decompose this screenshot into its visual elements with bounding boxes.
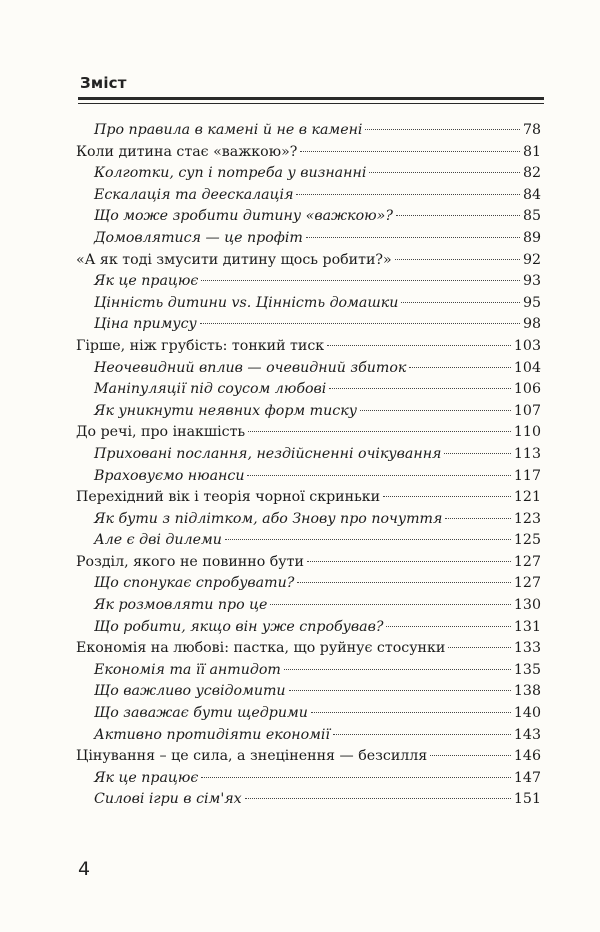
toc-leader-dots	[201, 777, 511, 778]
toc-leader-dots	[311, 712, 511, 713]
toc-subentry	[76, 768, 541, 790]
toc-entry	[76, 422, 541, 444]
toc-entry-page: 106	[513, 381, 541, 398]
toc-entry-page: 89	[522, 229, 541, 246]
toc-leader-dots	[383, 496, 511, 497]
toc-entry-title: Розділ, якого не повинно бути	[76, 553, 304, 570]
toc-leader-dots	[360, 410, 511, 411]
toc-entry-title: Що може зробити дитину «важкою»?	[94, 208, 393, 225]
toc-entry-title: Ціна примусу	[94, 316, 197, 333]
toc-leader-dots	[248, 431, 511, 432]
toc-subentry	[76, 789, 541, 811]
toc-subentry	[76, 595, 541, 617]
toc-entry-page: 127	[513, 553, 541, 570]
toc-subentry	[76, 573, 541, 595]
toc-leader-dots	[327, 345, 511, 346]
toc-subentry	[76, 379, 541, 401]
toc-subentry	[76, 444, 541, 466]
toc-leader-dots	[200, 323, 520, 324]
toc-subentry	[76, 617, 541, 639]
toc-entry-page: 151	[513, 791, 541, 808]
toc-subentry	[76, 509, 541, 531]
toc-entry-page: 84	[522, 186, 541, 203]
toc-subentry	[76, 358, 541, 380]
toc-leader-dots	[201, 280, 520, 281]
toc-entry-page: 95	[522, 294, 541, 311]
toc-entry-page: 117	[513, 467, 541, 484]
toc-entry-title: Цінність дитини vs. Цінність домашки	[94, 294, 399, 311]
toc-entry-page: 138	[513, 683, 541, 700]
toc-entry-title: Цінування – це сила, а знецінення — безсилля	[76, 748, 428, 765]
toc-entry-page: 127	[513, 575, 541, 592]
toc-entry-page: 81	[522, 143, 541, 160]
toc-entry-title: Як бути з підлітком, або Знову про почуття	[94, 510, 443, 527]
toc-leader-dots	[409, 367, 511, 368]
toc-entry-title: Як це працює	[94, 769, 199, 786]
toc-entry-page: 98	[522, 316, 541, 333]
toc-entry	[76, 336, 541, 358]
toc-leader-dots	[329, 388, 511, 389]
toc-entry-title: Що спонукає спробувати?	[94, 575, 295, 592]
toc-entry-title: Економія на любові: пастка, що руйнує стосунки	[76, 640, 446, 657]
toc-entry-page: 130	[513, 597, 541, 614]
toc-entry-title: Економія та її антидот	[94, 661, 281, 678]
toc-subentry	[76, 293, 541, 315]
toc-leader-dots	[306, 237, 520, 238]
toc-entry-page: 82	[522, 165, 541, 182]
toc-entry-page: 92	[522, 251, 541, 268]
toc-leader-dots	[430, 755, 511, 756]
toc-subentry	[76, 725, 541, 747]
header-rule-thick	[78, 97, 544, 100]
toc-entry-page: 147	[513, 769, 541, 786]
toc-leader-dots	[365, 129, 519, 130]
toc-leader-dots	[386, 626, 510, 627]
toc-leader-dots	[401, 302, 520, 303]
toc-entry-title: Домовлятися — це профіт	[94, 229, 303, 246]
toc-entry	[76, 638, 541, 660]
toc-entry-page: 121	[513, 489, 541, 506]
toc-entry-page: 146	[513, 748, 541, 765]
toc-leader-dots	[284, 669, 511, 670]
toc-entry-page: 103	[513, 337, 541, 354]
toc-leader-dots	[296, 194, 519, 195]
toc-entry-page: 104	[513, 359, 541, 376]
toc-subentry	[76, 163, 541, 185]
toc-subentry	[76, 228, 541, 250]
toc-entry-title: Приховані послання, нездійсненні очікування	[94, 445, 442, 462]
toc-entry-page: 107	[513, 402, 541, 419]
toc-entry-page: 93	[522, 273, 541, 290]
toc-entry-page: 133	[513, 640, 541, 657]
toc-leader-dots	[225, 539, 511, 540]
toc-subentry	[76, 185, 541, 207]
toc-subentry	[76, 530, 541, 552]
toc-entry-page: 140	[513, 705, 541, 722]
toc-leader-dots	[307, 561, 511, 562]
toc-entry-title: До речі, про інакшість	[76, 424, 246, 441]
toc-subentry	[76, 466, 541, 488]
toc-entry	[76, 142, 541, 164]
toc-leader-dots	[396, 215, 520, 216]
toc-entry-title: Гірше, ніж грубість: тонкий тиск	[76, 337, 325, 354]
toc-entry-title: Колготки, суп і потреба у визнанні	[94, 165, 367, 182]
toc-entry-page: 78	[522, 122, 541, 138]
toc-entry-page: 125	[513, 532, 541, 549]
toc-entry-page: 135	[513, 661, 541, 678]
toc-entry-title: Неочевидний вплив — очевидний збиток	[94, 359, 407, 376]
toc-entry-title: Перехідний вік і теорія чорної скриньки	[76, 489, 381, 506]
toc-leader-dots	[247, 475, 510, 476]
toc-entry-page: 110	[513, 424, 541, 441]
toc-entry-page: 113	[513, 445, 541, 462]
toc-entry-title: Що робити, якщо він уже спробував?	[94, 618, 384, 635]
toc-subentry	[76, 314, 541, 336]
toc-entry-title: Але є дві дилеми	[94, 532, 222, 549]
toc-leader-dots	[245, 798, 511, 799]
toc-entry	[76, 487, 541, 509]
toc-leader-dots	[333, 734, 511, 735]
toc-entry-page: 123	[513, 510, 541, 527]
toc-entry-title: Силові ігри в сім'ях	[94, 791, 242, 808]
toc-entry-title: Маніпуляції під соусом любові	[94, 381, 327, 398]
toc-entry-page: 131	[513, 618, 541, 635]
toc-entry-page: 143	[513, 726, 541, 743]
toc-leader-dots	[300, 151, 520, 152]
toc-leader-dots	[395, 259, 520, 260]
page-header-title: Зміст	[80, 74, 127, 92]
table-of-contents	[76, 120, 541, 811]
toc-subentry	[76, 660, 541, 682]
toc-leader-dots	[369, 172, 520, 173]
toc-entry-title: Як розмовляти про це	[94, 597, 268, 614]
toc-entry-title: Коли дитина стає «важкою»?	[76, 143, 298, 160]
toc-entry-title: Що важливо усвідомити	[94, 683, 286, 700]
toc-entry-title: «А як тоді змусити дитину щось робити?»	[76, 251, 392, 268]
toc-subentry	[76, 271, 541, 293]
toc-subentry	[76, 681, 541, 703]
toc-subentry	[76, 401, 541, 423]
toc-entry-title: Як це працює	[94, 273, 199, 290]
toc-leader-dots	[289, 690, 511, 691]
toc-entry	[76, 552, 541, 574]
toc-entry	[76, 746, 541, 768]
toc-entry-title: Як уникнути неявних форм тиску	[94, 402, 357, 419]
toc-leader-dots	[444, 453, 510, 454]
toc-entry-title: Про правила в камені й не в камені	[94, 122, 363, 138]
toc-leader-dots	[448, 647, 511, 648]
toc-entry-title: Активно протидіяти економії	[94, 726, 330, 743]
toc-leader-dots	[270, 604, 510, 605]
toc-leader-dots	[445, 518, 511, 519]
header-rule-thin	[78, 103, 544, 104]
toc-subentry	[76, 703, 541, 725]
toc-entry-title: Що заважає бути щедрими	[94, 705, 308, 722]
toc-entry-page: 85	[522, 208, 541, 225]
toc-subentry	[76, 206, 541, 228]
toc-entry-title: Ескалація та деескалація	[94, 186, 294, 203]
toc-entry	[76, 250, 541, 272]
toc-leader-dots	[297, 582, 511, 583]
toc-entry-title: Враховуємо нюанси	[94, 467, 245, 484]
page-number: 4	[78, 858, 91, 880]
toc-subentry	[76, 120, 541, 142]
